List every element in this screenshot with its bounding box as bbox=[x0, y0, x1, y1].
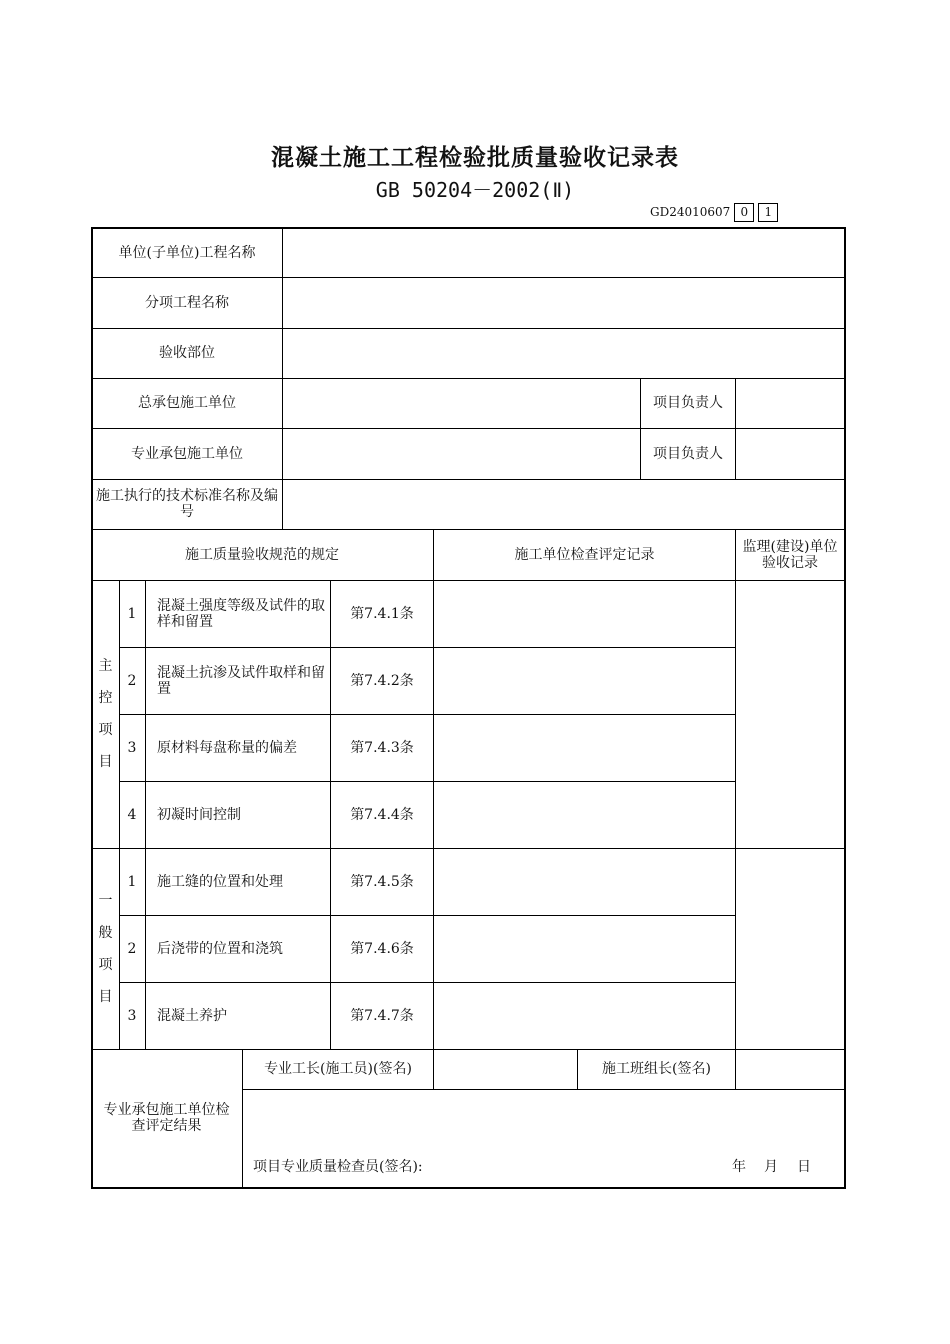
team-leader-signature[interactable] bbox=[736, 1049, 844, 1089]
spec-header: 施工质量验收规范的规定 bbox=[185, 546, 339, 563]
form-code bbox=[650, 202, 778, 222]
main-item-desc: 原材料每盘称量的偏差 bbox=[157, 739, 297, 756]
general-contractor-value[interactable] bbox=[283, 378, 640, 428]
general-contractor-label: 总承包施工单位 bbox=[138, 395, 236, 411]
main-item-clause: 第7.4.4条 bbox=[350, 806, 414, 823]
general-item-clause: 第7.4.7条 bbox=[350, 1007, 414, 1024]
project-manager-label-1: 项目负责人 bbox=[653, 395, 723, 411]
record-table bbox=[91, 227, 846, 1189]
supervisor-record-header: 监理(建设)单位验收记录 bbox=[742, 538, 838, 571]
main-item-clause: 第7.4.2条 bbox=[350, 672, 414, 689]
sub-project-name-label: 分项工程名称 bbox=[145, 295, 229, 311]
acceptance-part-value[interactable] bbox=[283, 328, 845, 378]
sub-project-name-value[interactable] bbox=[283, 278, 845, 328]
main-items-group-label: 主 控 项 目 bbox=[98, 658, 113, 770]
page-title: 混凝土施工工程检验批质量验收记录表 bbox=[271, 145, 679, 171]
form-code-box-2: 1 bbox=[758, 203, 778, 222]
acceptance-part-label: 验收部位 bbox=[159, 345, 215, 361]
main-item-clause: 第7.4.3条 bbox=[350, 739, 414, 756]
date-year: 年 bbox=[732, 1159, 746, 1175]
general-item-desc: 施工缝的位置和处理 bbox=[157, 873, 283, 890]
result-label: 专业承包施工单位检查评定结果 bbox=[103, 1102, 230, 1134]
main-item-no: 3 bbox=[127, 739, 137, 756]
unit-project-name-label: 单位(子单位)工程名称 bbox=[118, 244, 256, 261]
team-leader-label: 施工班组长(签名) bbox=[602, 1061, 711, 1077]
form-code-box-1: 0 bbox=[734, 203, 754, 222]
main-item-desc: 混凝土强度等级及试件的取样和留置 bbox=[157, 597, 325, 630]
date-month: 月 bbox=[764, 1159, 778, 1175]
general-items-group-label: 一 般 项 目 bbox=[98, 892, 113, 1005]
form-code-text: GD24010607 bbox=[650, 205, 731, 219]
main-item-no: 2 bbox=[127, 672, 137, 689]
general-item-no: 3 bbox=[127, 1007, 137, 1024]
general-item-clause: 第7.4.6条 bbox=[350, 940, 414, 957]
general-item-desc: 混凝土养护 bbox=[157, 1007, 227, 1024]
specialty-contractor-label: 专业承包施工单位 bbox=[131, 445, 243, 462]
project-manager-label-2: 项目负责人 bbox=[653, 445, 723, 462]
general-item-no: 2 bbox=[127, 940, 137, 957]
standard-name-label: 施工执行的技术标准名称及编号 bbox=[96, 488, 278, 520]
main-item-no: 1 bbox=[127, 605, 137, 622]
contractor-record-header: 施工单位检查评定记录 bbox=[514, 546, 655, 563]
specialty-contractor-value[interactable] bbox=[283, 428, 640, 479]
general-item-desc: 后浇带的位置和浇筑 bbox=[157, 940, 283, 957]
project-manager-value-2[interactable] bbox=[736, 428, 844, 479]
general-item-no: 1 bbox=[127, 873, 137, 890]
main-item-clause: 第7.4.1条 bbox=[350, 605, 414, 622]
main-item-desc: 混凝土抗渗及试件取样和留置 bbox=[157, 664, 325, 697]
main-item-desc: 初凝时间控制 bbox=[157, 806, 241, 823]
main-item-no: 4 bbox=[127, 806, 137, 823]
general-item-clause: 第7.4.5条 bbox=[350, 873, 414, 890]
date-day: 日 bbox=[797, 1159, 811, 1175]
unit-project-name-value[interactable] bbox=[283, 227, 845, 278]
foreman-signature[interactable] bbox=[434, 1049, 577, 1089]
foreman-label: 专业工长(施工员)(签名) bbox=[264, 1061, 412, 1077]
project-manager-value-1[interactable] bbox=[736, 378, 844, 428]
inspector-label: 项目专业质量检查员(签名): bbox=[253, 1159, 423, 1175]
standard-name-value[interactable] bbox=[283, 479, 845, 529]
standard-code: GB 50204－2002(Ⅱ) bbox=[375, 178, 575, 202]
